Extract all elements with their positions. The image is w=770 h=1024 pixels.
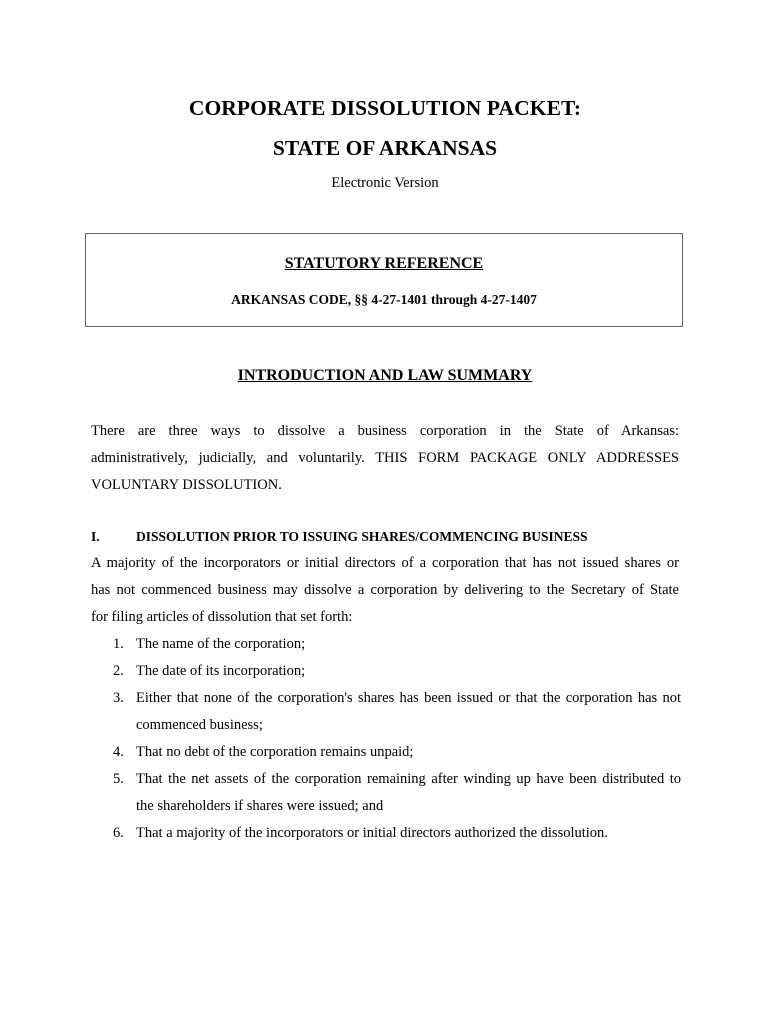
document-title: CORPORATE DISSOLUTION PACKET: <box>188 96 582 120</box>
list-item-number: 3. <box>113 690 124 706</box>
list-item-text: the shareholders if shares were issued; and <box>136 798 384 814</box>
section-number: I. <box>91 529 100 544</box>
statutory-reference-box <box>85 233 683 327</box>
list-item-number: 6. <box>113 825 124 841</box>
section-line: has not commenced business may dissolve a corporation by delivering to the Secretary of State <box>91 582 679 598</box>
section-title: DISSOLUTION PRIOR TO ISSUING SHARES/COMMENCING BUSINESS <box>136 529 588 544</box>
list-item-text: That the net assets of the corporation remaining after winding up have been distributed to <box>136 771 681 787</box>
list-item-text: Either that none of the corporation's shares has been issued or that the corporation has not <box>136 690 681 706</box>
intro-line: VOLUNTARY DISSOLUTION. <box>91 477 282 493</box>
list-item <box>91 820 681 847</box>
document-subtitle: Electronic Version <box>331 175 439 191</box>
intro-paragraph <box>91 418 679 499</box>
document-state-title: STATE OF ARKANSAS <box>272 136 498 160</box>
statutory-code: ARKANSAS CODE, §§ 4-27-1401 through 4-27-1407 <box>231 292 537 307</box>
list-item <box>91 685 681 739</box>
list-item-text: The name of the corporation; <box>136 636 306 652</box>
intro-line: There are three ways to dissolve a business corporation in the State of Arkansas: <box>91 423 679 439</box>
statutory-reference-heading: STATUTORY REFERENCE <box>284 255 484 272</box>
numbered-list <box>91 631 681 847</box>
list-item-text: The date of its incorporation; <box>136 663 306 679</box>
list-item-number: 5. <box>113 771 124 787</box>
section-line: for filing articles of dissolution that set forth: <box>91 609 353 625</box>
list-item-text: That a majority of the incorporators or initial directors authorized the dissolution. <box>136 825 608 841</box>
list-item-text: commenced business; <box>136 717 263 733</box>
list-item <box>91 739 681 766</box>
list-item <box>91 766 681 820</box>
section-paragraph <box>91 550 679 631</box>
list-item <box>91 631 681 658</box>
list-item-number: 1. <box>113 636 124 652</box>
list-item <box>91 658 681 685</box>
list-item-number: 4. <box>113 744 124 760</box>
intro-line: administratively, judicially, and voluntarily. THIS FORM PACKAGE ONLY ADDRESSES <box>91 450 679 466</box>
section-line: A majority of the incorporators or initial directors of a corporation that has not issued shares or <box>91 555 679 571</box>
list-item-number: 2. <box>113 663 124 679</box>
intro-heading: INTRODUCTION AND LAW SUMMARY <box>237 367 533 384</box>
list-item-text: That no debt of the corporation remains unpaid; <box>136 744 414 760</box>
